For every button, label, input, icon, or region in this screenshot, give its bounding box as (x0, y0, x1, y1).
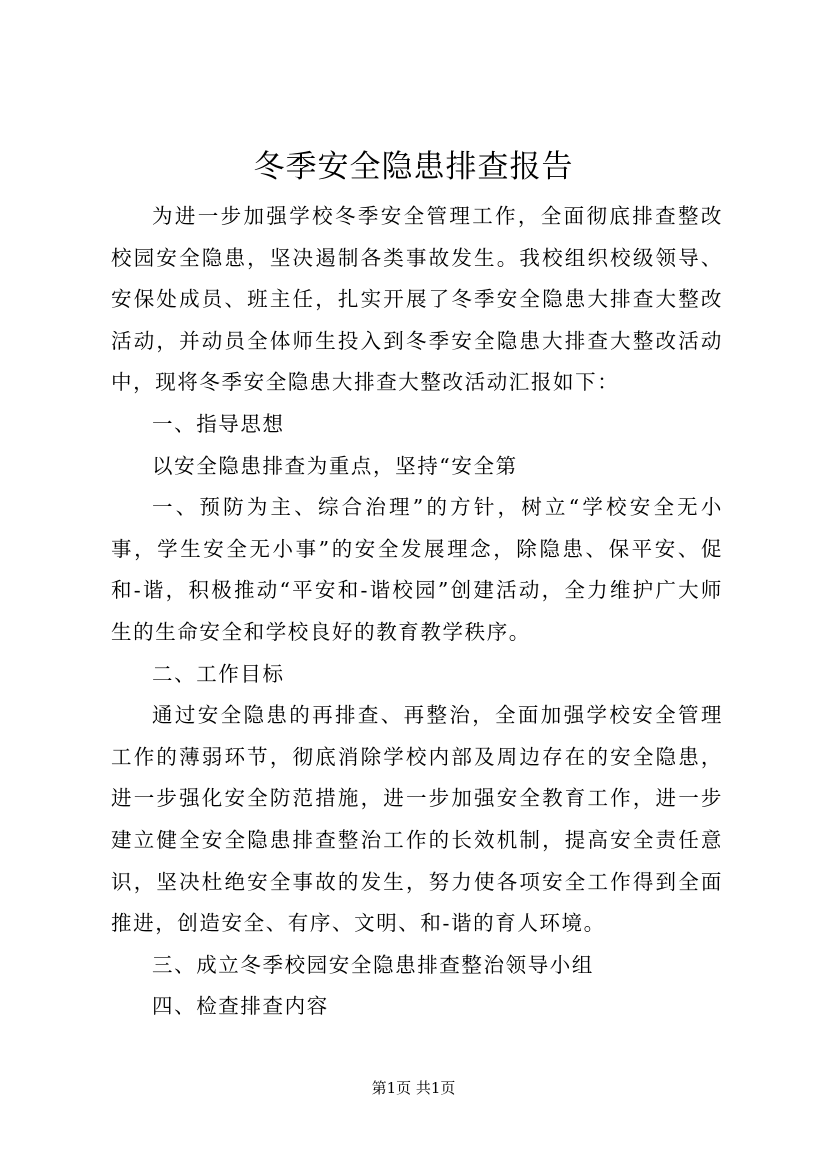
section-heading-inspection-content: 四、检查排查内容 (152, 994, 329, 1019)
paragraph-work-goals: 通过安全隐患的再排查、再整治，全面加强学校安全管理工作的薄弱环节，彻底消除学校内部及周边存在的安全隐患，进一步强化安全防范措施，进一步加强安全教育工作，进一步建立健全安全隐患排查整治工作的长效机制，提高安全责任意识，坚决杜绝安全事故的发生，努力使各项安全工作得到全面推进，创造安全、有序、文明、和-谐的育人环境。 (111, 703, 723, 936)
page-footer: 第1页 共1页 (371, 1079, 456, 1097)
document-body (111, 196, 723, 1028)
section-heading-work-goals: 二、工作目标 (152, 661, 285, 686)
paragraph-guiding-thought-cont: 一、预防为主、综合治理”的方针，树立“学校安全无小事，学生安全无小事”的安全发展理念，除隐患、保平安、促和-谐，积极推动“平安和-谐校园”创建活动，全力维护广大师生的生命安全和学校良好的教育教学秩序。 (111, 495, 723, 644)
document-title: 冬季安全隐患排查报告 (253, 149, 574, 185)
paragraph-guiding-thought: 以安全隐患排查为重点，坚持“安全第 (152, 453, 518, 478)
paragraph-intro: 为进一步加强学校冬季安全管理工作，全面彻底排查整改校园安全隐患，坚决遏制各类事故发生。我校组织校级领导、安保处成员、班主任，扎实开展了冬季安全隐患大排查大整改活动，并动员全体师生投入到冬季安全隐患大排查大整改活动中，现将冬季安全隐患大排查大整改活动汇报如下： (111, 204, 723, 395)
section-heading-guiding-thought: 一、指导思想 (152, 411, 285, 436)
section-heading-leading-group: 三、成立冬季校园安全隐患排查整治领导小组 (152, 952, 594, 977)
